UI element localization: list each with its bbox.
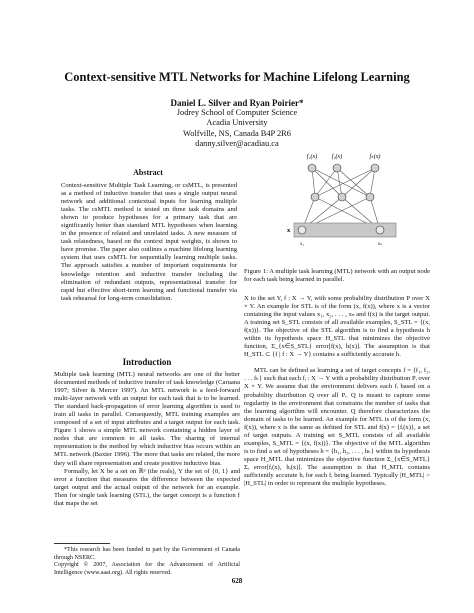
footnotes bbox=[54, 547, 240, 577]
output-node bbox=[308, 164, 316, 172]
author-block bbox=[0, 98, 474, 149]
introduction-heading: Introduction bbox=[122, 357, 172, 367]
output-label: f₁(x) bbox=[306, 154, 318, 160]
introduction-body bbox=[54, 371, 240, 508]
output-node bbox=[371, 164, 379, 172]
author-names: Daniel L. Silver and Ryan Poirier* bbox=[170, 98, 304, 108]
figure-caption bbox=[244, 268, 430, 284]
input-label: xₙ bbox=[377, 242, 383, 247]
hidden-node bbox=[311, 193, 319, 201]
mtl-network-figure bbox=[282, 150, 400, 250]
paper-title: Context-sensitive MTL Networks for Machine Lifelong Learning bbox=[64, 70, 410, 84]
input-label: x₁ bbox=[300, 242, 304, 247]
hidden-node bbox=[338, 193, 346, 201]
output-label: f₂(x) bbox=[331, 154, 343, 160]
affiliation-line: Wolfville, NS, Canada B4P 2R6 bbox=[183, 128, 291, 138]
author-email: danny.silver@acadiau.ca bbox=[195, 138, 279, 148]
right-column-body bbox=[244, 295, 430, 488]
abstract-heading: Abstract bbox=[133, 168, 163, 177]
introduction-paragraph: Multiple task learning (MTL) neural networks are one of the better documented methods of inductive transfer of task knowledge (Caruana 1997; Silver & Mercer 1997). An MTL network is a feed-forward multi-layer network with an output for each task that is to be learned. The standard back-propagation of error learning algorithm is used to train all tasks in parallel. Consequently, MTL training examples are composed of a set of input attributes and a target output for each task. Figure 1 shows a simple MTL network containing a hidden layer of nodes that are common to all tasks. The sharing of internal representation is the method by which inductive bias occurs within an MTL network (Baxter 1996). The more that tasks are related, the more they will share representation and create positive inductive bias. bbox=[54, 371, 240, 467]
hidden-node bbox=[366, 193, 374, 201]
abstract-text: Context-sensitive Multiple Task Learning, or csMTL, is presented as a method of inductive transfer that uses a single output neural network and additional contextual inputs for learning multiple tasks. The csMTL method is tested on three task domains and shown to produce hypotheses for a primary task that are significantly better than standard MTL hypotheses when learning in the presence of related and unrelated tasks. A new measure of task relatedness, based on the context input weights, is shown to have promise. The paper also outlines a machine lifelong learning system that uses csMTL for sequentially learning multiple tasks. The approach satisfies a number of important requirements for knowledge retention and inductive transfer including the elimination of redundant outputs, representational transfer for rapid but effective short-term learning and functional transfer via task rehearsal for long-term consolidation. bbox=[61, 182, 237, 302]
footnote-funding: *This research has been funded in part by the Government of Canada through NSERC. bbox=[54, 547, 240, 561]
abstract-body bbox=[61, 182, 237, 303]
input-vector-label: x bbox=[287, 227, 291, 234]
output-node bbox=[333, 164, 341, 172]
stl-definition-paragraph: X to the set Y, f : X → Y, with some probability distribution P over X × Y. An example for STL is of the form (x, f(x)), where x is a vector containing the input values x₁, x₂, . . . , xₙ and f(x) is the target output. A training set S_STL consists of all available examples, S_STL = {(x, f(x))}. The objective of the STL algorithm is to find a hypothesis h within its hypothesis space H_STL that minimizes the objective function, Σ_{x∈S_STL} error[f(x), h(x)]. The assumption is that H_STL ⊂ {f | f : X → Y} contains a sufficiently accurate h. bbox=[244, 295, 430, 359]
input-node bbox=[298, 226, 306, 234]
affiliation-line: Jodrey School of Computer Science bbox=[176, 108, 298, 118]
mtl-definition-paragraph: MTL can be defined as learning a set of target concepts f = {f₁, f₂, . . . fₖ} such that each fᵢ : X → Y with a probability distribution Pᵢ over X × Y. We assume that the environment delivers each fᵢ based on a probability distribution Q over all Pᵢ. Q is meant to capture some regularity in the environment that constrains the number of tasks that the learning algorithm will encounter. Q therefore characterizes the domain of tasks to be learned. An example for MTL is of the form (x, f(x)), where x is the same as defined for STL and f(x) = {fᵢ(x)}, a set of target outputs. A training set S_MTL consists of all available examples, S_MTL = {(x, f(x))}. The objective of the MTL algorithm is to find a set of hypotheses h = {h₁, h₂, . . . , hₖ} within its hypothesis space H_MTL that minimizes the objective function Σ_{x∈S_MTL} Σᵢ error[fᵢ(x), hᵢ(x)]. The assumption is that H_MTL contains sufficiently accurate hᵢ for each fᵢ being learned. Typically |H_MTL| > |H_STL| in order to represent the multiple hypotheses. bbox=[244, 367, 430, 488]
input-node bbox=[376, 226, 384, 234]
figure-caption-text: Figure 1: A multiple task learning (MTL) network with an output node for each task being learned in parallel. bbox=[244, 268, 430, 284]
page-number: 628 bbox=[231, 577, 243, 585]
footnote-rule bbox=[54, 543, 110, 544]
introduction-paragraph: Formally, let X be a set on ℝⁿ (the reals), Y the set of {0, 1} and error a function that measures the difference between the expected target output and the actual output of the network for an example. Then for single task learning (STL), the target concept is a function f that maps the set bbox=[54, 467, 240, 507]
affiliation-line: Acadia University bbox=[206, 118, 268, 128]
output-label: fₖ(x) bbox=[369, 154, 381, 160]
footnote-copyright: Copyright © 2007, Association for the Advancement of Artificial Intelligence (www.aaai.org). All rights reserved. bbox=[54, 562, 240, 576]
